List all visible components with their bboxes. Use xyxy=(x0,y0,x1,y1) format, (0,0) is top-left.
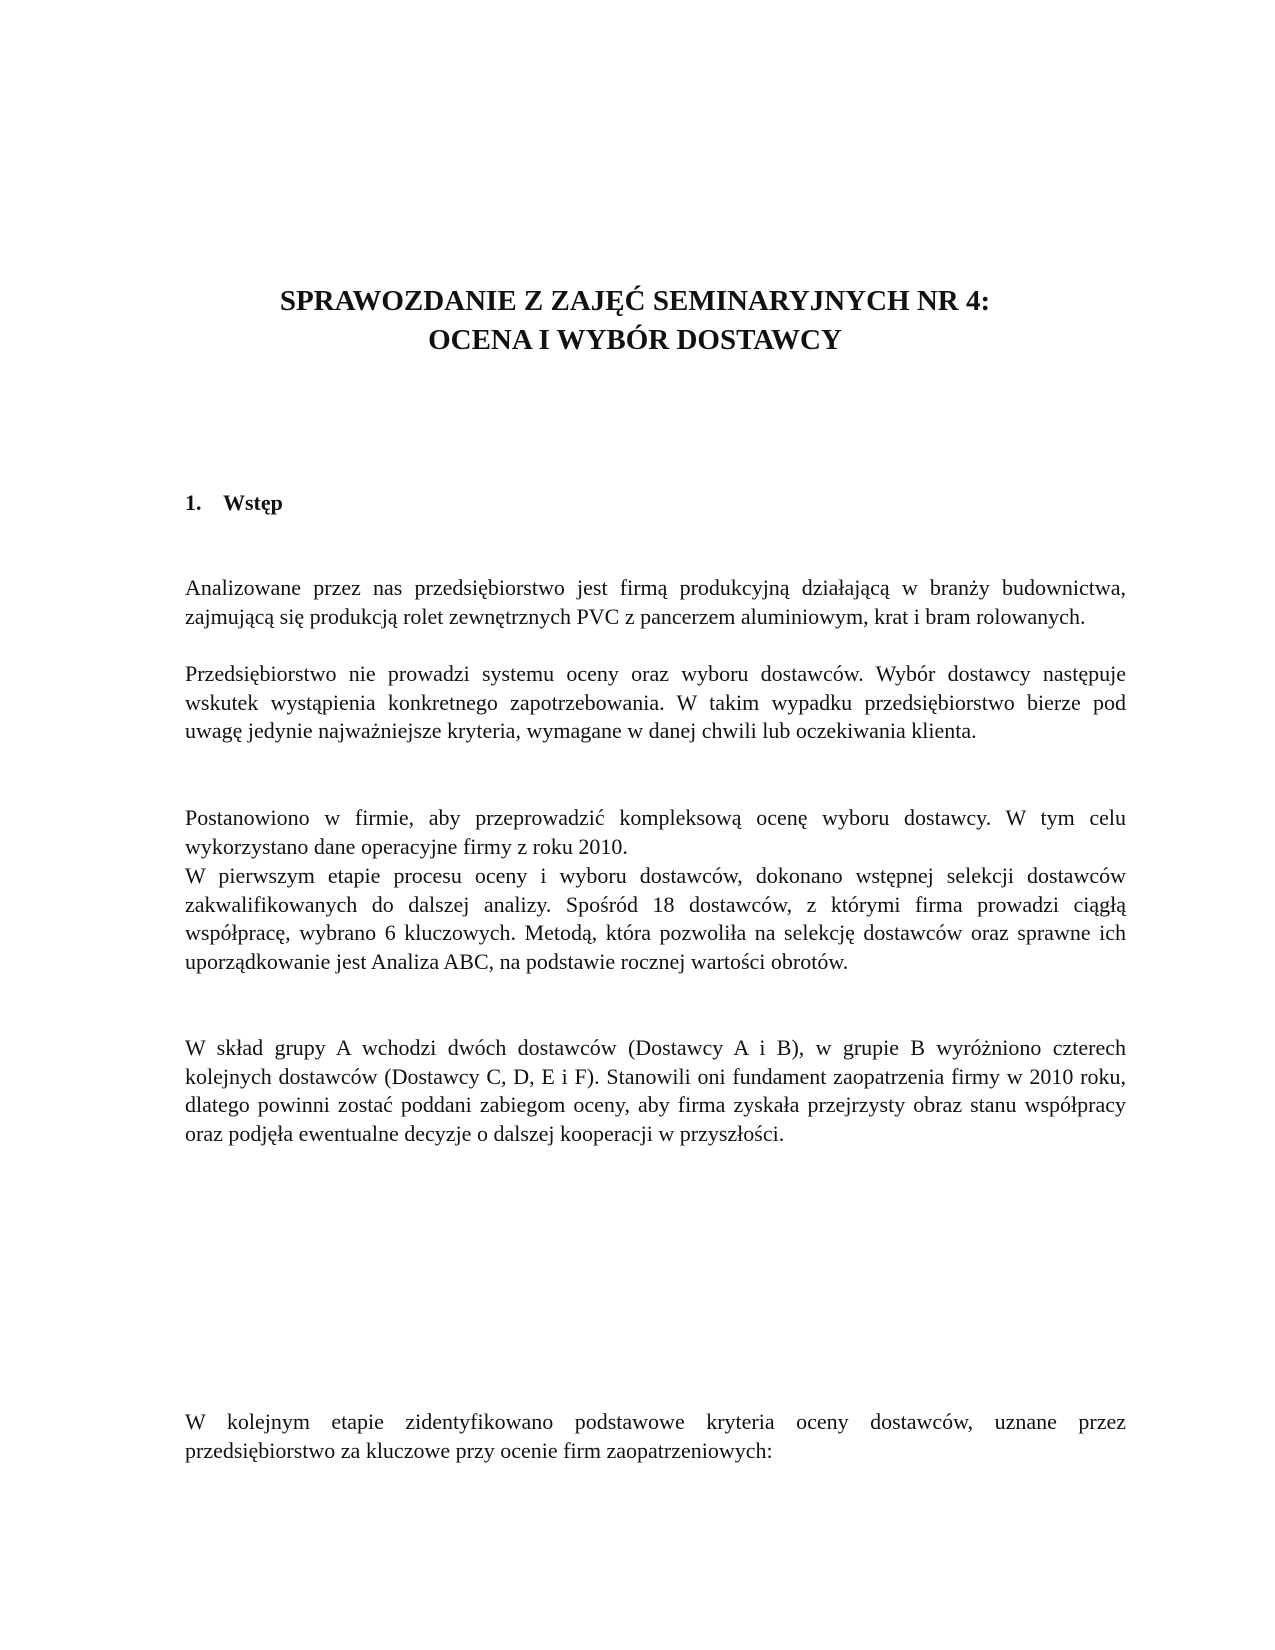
title-line-2: OCENA I WYBÓR DOSTAWCY xyxy=(428,324,842,356)
section-number: 1. xyxy=(185,490,202,515)
paragraph-groups: W skład grupy A wchodzi dwóch dostawców (Dostawcy A i B), w grupie B wyróżniono czterech kolejnych dostawców (Dostawcy C, D, E i F). Stanowili oni fundament zaopatrzenia firmy w 2010 roku, dlatego powinni zostać poddani zabiegom oceny, aby firma zyskała przejrzysty obraz stanu współpracy oraz podjęła ewentualne decyzje o dalszej kooperacji w przyszłości. xyxy=(185,1035,1126,1147)
paragraph-intro: Analizowane przez nas przedsiębiorstwo jest firmą produkcyjną działającą w branży budownictwa, zajmującą się produkcją rolet zewnętrznych PVC z pancerzem aluminiowym, krat i bram rolowanych. xyxy=(185,575,1126,629)
section-title: Wstęp xyxy=(223,490,283,515)
paragraph-next-stage: W kolejnym etapie zidentyfikowano podstawowe kryteria oceny dostawców, uznane przez przedsiębiorstwo za kluczowe przy ocenie firm zaopatrzeniowych: xyxy=(185,1409,1126,1463)
document-title xyxy=(185,282,1085,360)
section-heading xyxy=(185,489,283,517)
paragraph-no-system: Przedsiębiorstwo nie prowadzi systemu oceny oraz wyboru dostawców. Wybór dostawcy następuje wskutek wystąpienia konkretnego zapotrzebowania. W takim wypadku przedsiębiorstwo bierze pod uwagę jedynie najważniejsze kryteria, wymagane w danej chwili lub oczekiwania klienta. xyxy=(185,661,1126,744)
paragraph-decision: Postanowiono w firmie, aby przeprowadzić kompleksową ocenę wyboru dostawcy. W tym celu wykorzystano dane operacyjne firmy z roku 2010. xyxy=(185,805,1126,859)
title-line-1: SPRAWOZDANIE Z ZAJĘĆ SEMINARYJNYCH NR 4: xyxy=(279,285,991,317)
paragraph-first-stage: W pierwszym etapie procesu oceny i wyboru dostawców, dokonano wstępnej selekcji dostawców zakwalifikowanych do dalszej analizy. Spośród 18 dostawców, z którymi firma prowadzi ciągłą współpracę, wybrano 6 kluczowych. Metodą, która pozwoliła na selekcję dostawców oraz sprawne ich uporządkowanie jest Analiza ABC, na podstawie rocznej wartości obrotów. xyxy=(185,863,1126,975)
